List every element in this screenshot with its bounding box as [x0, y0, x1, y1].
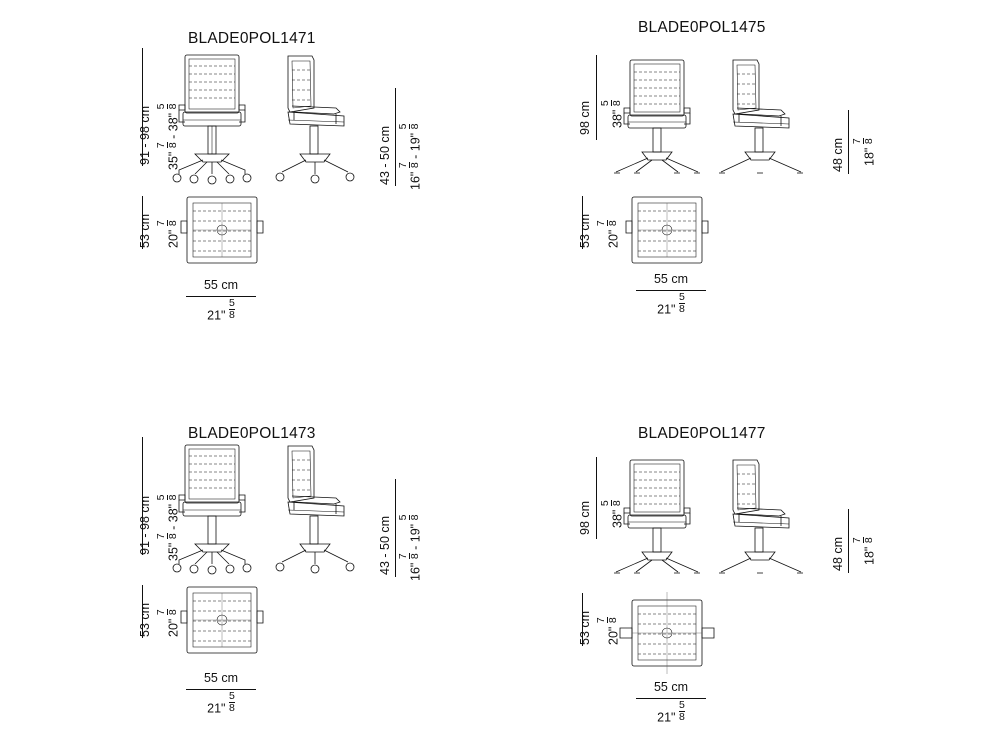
- panel-title-1473: BLADE0POL1473: [188, 425, 316, 442]
- plan-view-1475: [626, 197, 708, 263]
- dimension-rule-depth-1477: [582, 593, 583, 646]
- drawing-chair-1473: [165, 440, 465, 725]
- dimension-rule-depth-1473: [142, 585, 143, 638]
- front-elevation-1477: [614, 460, 700, 573]
- plan-view-1477: [620, 592, 714, 674]
- front-elevation-1475: [614, 60, 700, 173]
- drawing-chair-1477: [610, 450, 890, 740]
- dimension-width-cm-1475: 55 cm: [653, 272, 689, 286]
- plan-view-1473: [181, 587, 263, 653]
- side-elevation-1475: [719, 60, 803, 173]
- panel-blade0pol1473: BLADE0POL1473 91 - 98 cm 35" 7 8 - 38" 5 8 43 - 50 cm 16" 7 8 - 19" 5 8 53 cm 20" 7 8 55 cm 21" $\frac{5}{8}$: [0, 375, 500, 750]
- panel-blade0pol1475: BLADE0POL1475 98 cm 38" 5 8 48 cm 18" 7 8 53 cm 20" 7 8 55 cm 21" $\frac{5}{8}$: [500, 0, 1000, 375]
- panel-blade0pol1471: BLADE0POL1471 91 - 98 cm 35" 7 8 - 38" 5 8 43 - 50 cm 16" 7 8 - 19" 5 8 53 cm 20" 7 8 55 cm 21" $\frac{5}{8}$: [0, 0, 500, 375]
- dimension-height-cm-1473: 91 - 98 cm: [138, 495, 152, 555]
- dimension-seat-cm-1473: 43 - 50 cm: [378, 515, 392, 575]
- panel-title-1477: BLADE0POL1477: [638, 425, 766, 442]
- dimension-width-cm-1477: 55 cm: [653, 680, 689, 694]
- dimension-rule-height-1473: [142, 437, 143, 555]
- dimension-height-cm-1475: 98 cm: [578, 100, 592, 135]
- dimension-rule-depth-1475: [582, 196, 583, 249]
- drawing-chair-1471: [165, 50, 465, 330]
- panel-blade0pol1477: BLADE0POL1477 98 cm 38" 5 8 48 cm 18" 7 8 53 cm 20" 7 8 55 cm 21" $\frac{5}{8}$: [500, 375, 1000, 750]
- side-elevation-1477: [719, 460, 803, 573]
- dimension-seat-cm-1475: 48 cm: [831, 137, 845, 172]
- side-elevation-1471: [276, 56, 354, 183]
- dimension-width-cm-1473: 55 cm: [203, 671, 239, 685]
- front-elevation-1471: [173, 55, 251, 184]
- plan-view-1471: [181, 197, 263, 263]
- dimension-height-cm-1471: 91 - 98 cm: [138, 105, 152, 165]
- panel-title-1475: BLADE0POL1475: [638, 19, 766, 36]
- dimension-rule-height-1475: [596, 55, 597, 140]
- dimension-depth-cm-1477: 53 cm: [578, 610, 592, 645]
- drawing-chair-1475: [610, 50, 890, 330]
- dimension-width-cm-1471: 55 cm: [203, 278, 239, 292]
- side-elevation-1473: [276, 446, 354, 573]
- dimension-rule-depth-1471: [142, 196, 143, 249]
- dimension-seat-cm-1471: 43 - 50 cm: [378, 125, 392, 185]
- dimension-height-cm-1477: 98 cm: [578, 500, 592, 535]
- dimension-depth-cm-1473: 53 cm: [138, 602, 152, 637]
- front-elevation-1473: [173, 445, 251, 574]
- dimension-seat-cm-1477: 48 cm: [831, 536, 845, 571]
- dimension-rule-height-1477: [596, 457, 597, 539]
- panel-title-1471: BLADE0POL1471: [188, 30, 316, 47]
- dimension-depth-cm-1471: 53 cm: [138, 213, 152, 248]
- dimension-depth-cm-1475: 53 cm: [578, 213, 592, 248]
- dimension-rule-height-1471: [142, 48, 143, 166]
